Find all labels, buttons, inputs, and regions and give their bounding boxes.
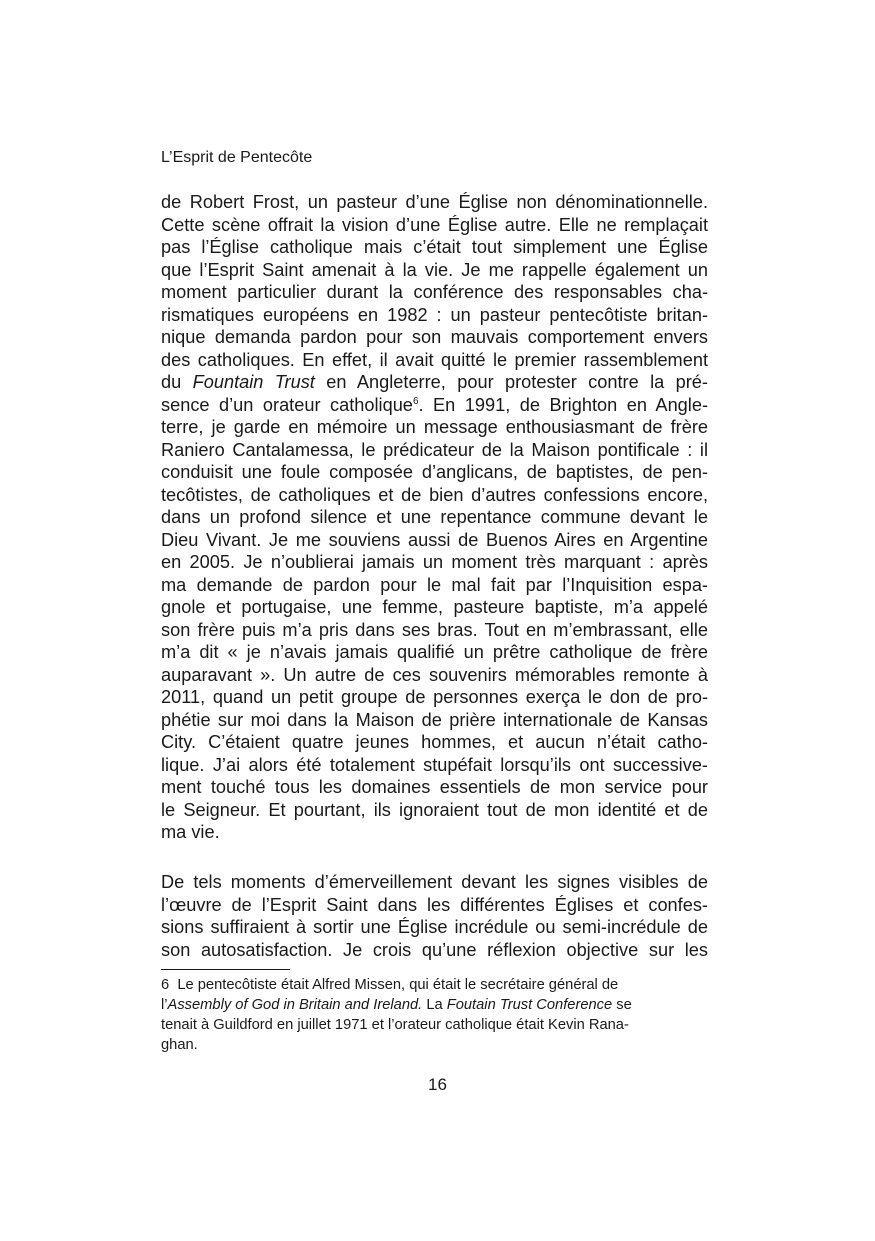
text-line: auparavant ». Un autre de ces souvenirs mémorables remonte à xyxy=(161,664,708,685)
text-line: ma demande de pardon pour le mal fait par l’Inquisition espa- xyxy=(161,574,708,595)
footnote-line xyxy=(161,975,708,995)
body-paragraph-2 xyxy=(161,871,708,961)
running-header: L’Esprit de Pentecôte xyxy=(161,149,313,166)
text-line: l’œuvre de l’Esprit Saint dans les différentes Églises et confes- xyxy=(161,894,708,915)
footnote-line: ghan. xyxy=(161,1037,198,1053)
text-line xyxy=(161,394,708,417)
emphasis-assembly-of-god: Assembly of God in Britain and Ireland. xyxy=(167,997,423,1013)
text-segment: sence d’un orateur catholique xyxy=(161,394,413,415)
text-line: le Seigneur. Et pourtant, ils ignoraient tout de mon identité et de xyxy=(161,799,708,820)
text-line: De tels moments d’émerveillement devant les signes visibles de xyxy=(161,872,708,892)
text-line: ment touché tous les domaines essentiels de mon service pour xyxy=(161,777,708,797)
text-line: dans un profond silence et une repentance commune devant le xyxy=(161,507,708,527)
text-line: son autosatisfaction. Je crois qu’une réflexion objective sur les xyxy=(161,939,708,960)
text-line: pas l’Église catholique mais c’était tout simplement une Église xyxy=(161,237,708,257)
text-segment: La xyxy=(422,997,447,1013)
footnote-number: 6 xyxy=(161,977,170,993)
text-segment: Le pentecôtiste était Alfred Missen, qui était le secrétaire général de xyxy=(177,977,619,993)
footnote-reference[interactable]: 6 xyxy=(412,395,419,407)
text-line: ma vie. xyxy=(161,822,220,842)
text-line: terre, je garde en mémoire un message enthousiasmant de frère xyxy=(161,417,708,437)
text-segment: se xyxy=(612,997,632,1013)
text-line: phétie sur moi dans la Maison de prière internationale de Kansas xyxy=(161,709,708,730)
text-line: moment particulier durant la conférence des responsables cha- xyxy=(161,282,708,302)
text-line: nique demanda pardon pour son mauvais comportement envers xyxy=(161,327,708,347)
emphasis-fountain-trust: Fountain Trust xyxy=(192,372,315,392)
text-line: 2011, quand un petit groupe de personnes exerça le don de pro- xyxy=(161,687,708,707)
text-line: m’a dit « je n’avais jamais qualifié un prêtre catholique de frère xyxy=(161,642,708,662)
text-line: des catholiques. En effet, il avait quitté le premier rassemblement xyxy=(161,349,708,370)
text-line: que l’Esprit Saint amenait à la vie. Je me rappelle également un xyxy=(161,259,708,280)
text-line: rismatiques européens en 1982 : un pasteur pentecôtiste britan- xyxy=(161,304,708,325)
emphasis-foutain-trust-conference: Foutain Trust Conference xyxy=(446,997,613,1013)
text-line: City. C’étaient quatre jeunes hommes, et aucun n’était catho- xyxy=(161,732,708,752)
text-segment: . En 1991, de Brighton en Angle- xyxy=(418,394,709,415)
text-segment: l’ xyxy=(161,997,168,1013)
text-line: de Robert Frost, un pasteur d’une Église non dénominationnelle. xyxy=(161,192,708,212)
text-line: en 2005. Je n’oublierai jamais un moment très marquant : après xyxy=(161,552,708,572)
text-line: sions suffiraient à sortir une Église incrédule ou semi-incrédule de xyxy=(161,917,708,937)
text-line xyxy=(161,371,708,394)
text-segment: en Angleterre, pour protester contre la pré- xyxy=(314,372,708,392)
footnote-6 xyxy=(161,975,708,1055)
text-segment: du xyxy=(161,372,193,392)
text-line: tecôtistes, de catholiques et de bien d’autres confessions encore, xyxy=(161,484,708,505)
footnote-divider xyxy=(161,969,290,970)
text-line: Raniero Cantalamessa, le prédicateur de la Maison pontificale : il xyxy=(161,439,708,460)
text-line: Cette scène offrait la vision d’une Église autre. Elle ne remplaçait xyxy=(161,214,708,235)
text-line: lique. J’ai alors été totalement stupéfait lorsqu’ils ont successive- xyxy=(161,754,708,775)
page-number: 16 xyxy=(428,1075,447,1094)
text-line: son frère puis m’a pris dans ses bras. Tout en m’embrassant, elle xyxy=(161,619,708,640)
footnote-line xyxy=(161,995,708,1015)
text-line: gnole et portugaise, une femme, pasteure baptiste, m’a appelé xyxy=(161,597,708,617)
footnote-line: tenait à Guildford en juillet 1971 et l’orateur catholique était Kevin Rana- xyxy=(161,1017,629,1033)
text-line: Dieu Vivant. Je me souviens aussi de Buenos Aires en Argentine xyxy=(161,529,708,550)
body-paragraph-1 xyxy=(161,191,708,844)
text-line: conduisit une foule composée d’anglicans, de baptistes, de pen- xyxy=(161,462,708,482)
